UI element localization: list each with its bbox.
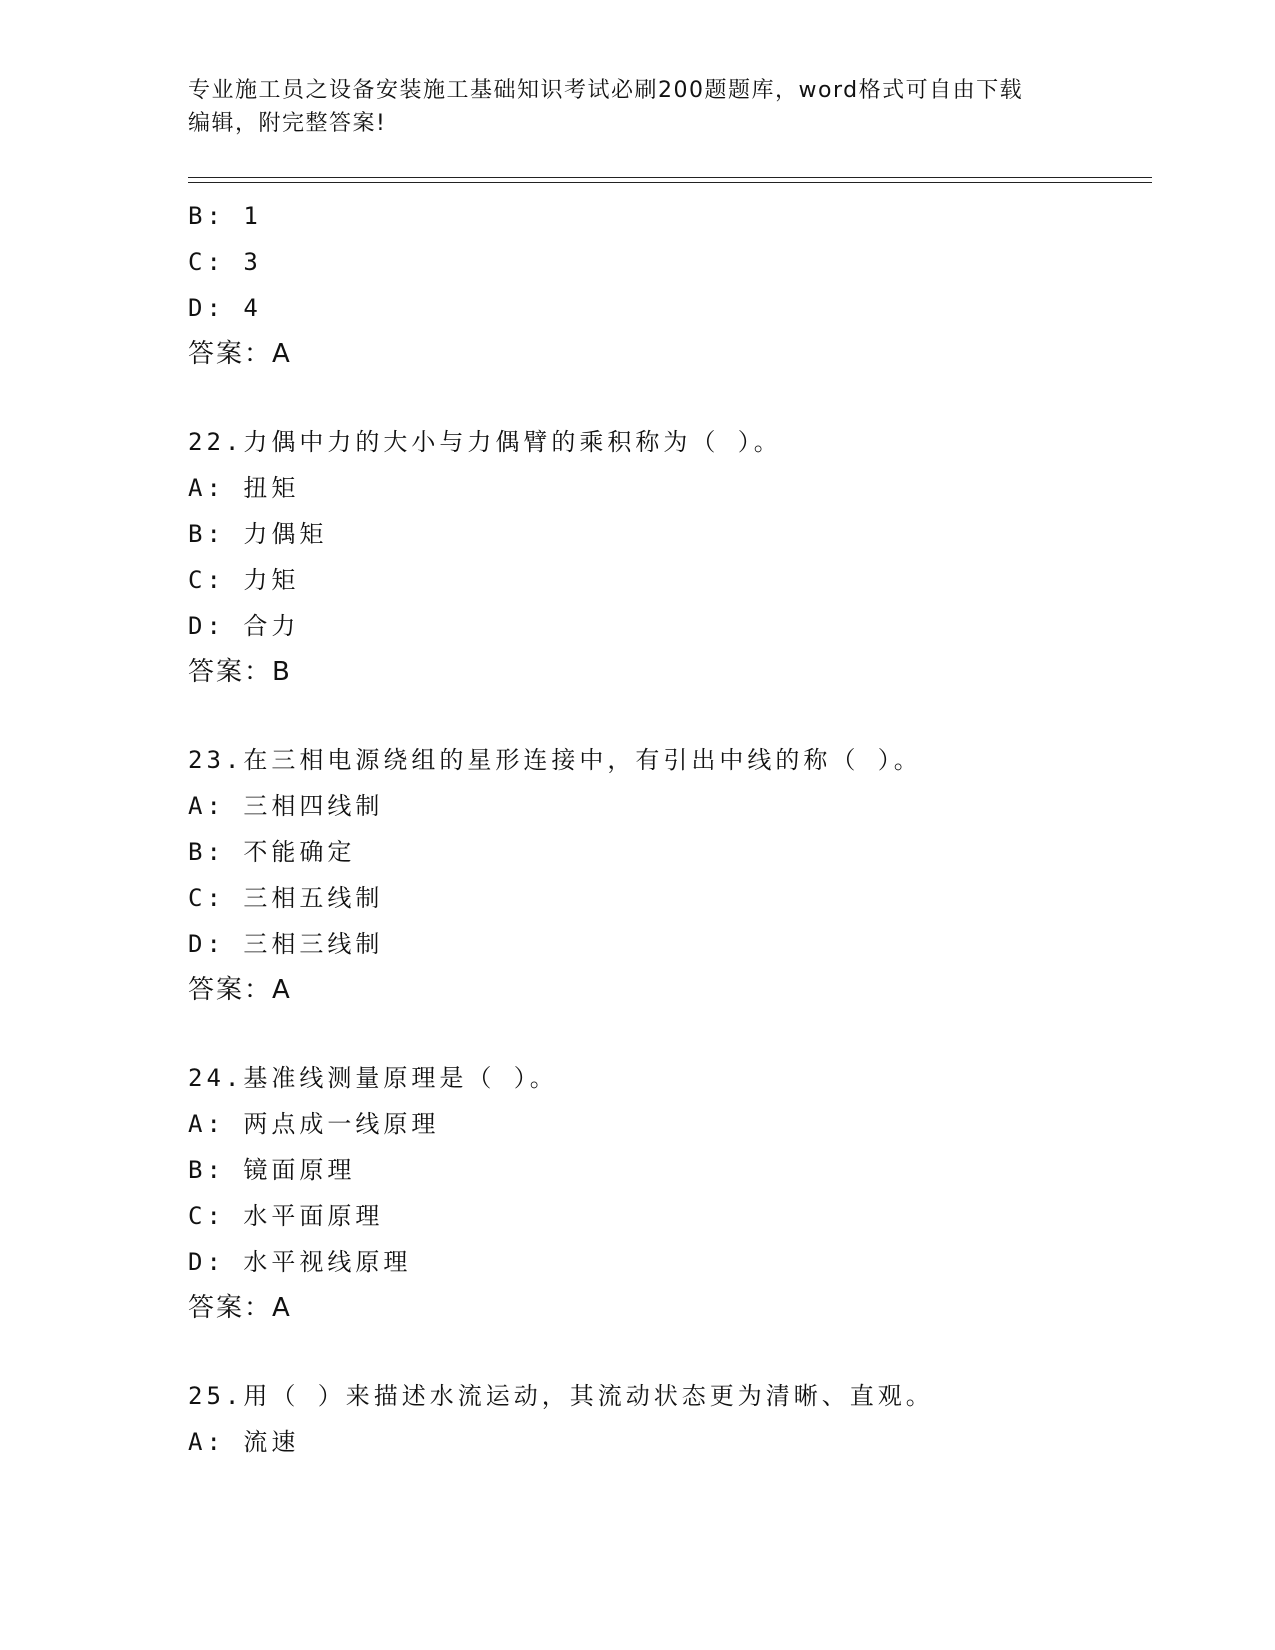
- option-b: B: 1: [188, 202, 262, 230]
- option-d: D: 水平视线原理: [188, 1248, 412, 1276]
- option-d: D: 三相三线制: [188, 930, 384, 958]
- option-a: A: 两点成一线原理: [188, 1110, 440, 1138]
- header-rule-bottom: [188, 182, 1152, 183]
- question-item: [188, 419, 1148, 695]
- option-b: B: 力偶矩: [188, 520, 328, 548]
- question-stem: 22.力偶中力的大小与力偶臂的乘积称为（ ）。: [188, 428, 782, 456]
- question-item: [188, 737, 1148, 1013]
- question-stem: 24.基准线测量原理是（ ）。: [188, 1064, 558, 1092]
- question-fragment: [188, 193, 1148, 377]
- option-a: A: 流速: [188, 1428, 300, 1456]
- option-c: C: 3: [188, 248, 262, 276]
- header-title-line-2: 编辑，附完整答案!: [188, 111, 387, 136]
- header-title-line-1: 专业施工员之设备安装施工基础知识考试必刷200题题库，word格式可自由下载: [188, 78, 1024, 103]
- option-c: C: 力矩: [188, 566, 300, 594]
- answer-label: 答案：A: [188, 1293, 292, 1323]
- header-rule-top: [188, 177, 1152, 178]
- question-item: [188, 1055, 1148, 1331]
- answer-label: 答案：A: [188, 339, 292, 369]
- question-item: [188, 1373, 1148, 1465]
- option-a: A: 扭矩: [188, 474, 300, 502]
- option-c: C: 三相五线制: [188, 884, 384, 912]
- option-d: D: 合力: [188, 612, 300, 640]
- option-b: B: 不能确定: [188, 838, 356, 866]
- question-list: [188, 193, 1148, 1465]
- option-b: B: 镜面原理: [188, 1156, 356, 1184]
- answer-label: 答案：B: [188, 657, 292, 687]
- option-a: A: 三相四线制: [188, 792, 384, 820]
- option-d: D: 4: [188, 294, 262, 322]
- answer-label: 答案：A: [188, 975, 292, 1005]
- question-stem: 23.在三相电源绕组的星形连接中，有引出中线的称（ ）。: [188, 746, 922, 774]
- option-c: C: 水平面原理: [188, 1202, 384, 1230]
- document-header: [188, 74, 1078, 140]
- question-stem: 25.用（ ）来描述水流运动，其流动状态更为清晰、直观。: [188, 1382, 934, 1410]
